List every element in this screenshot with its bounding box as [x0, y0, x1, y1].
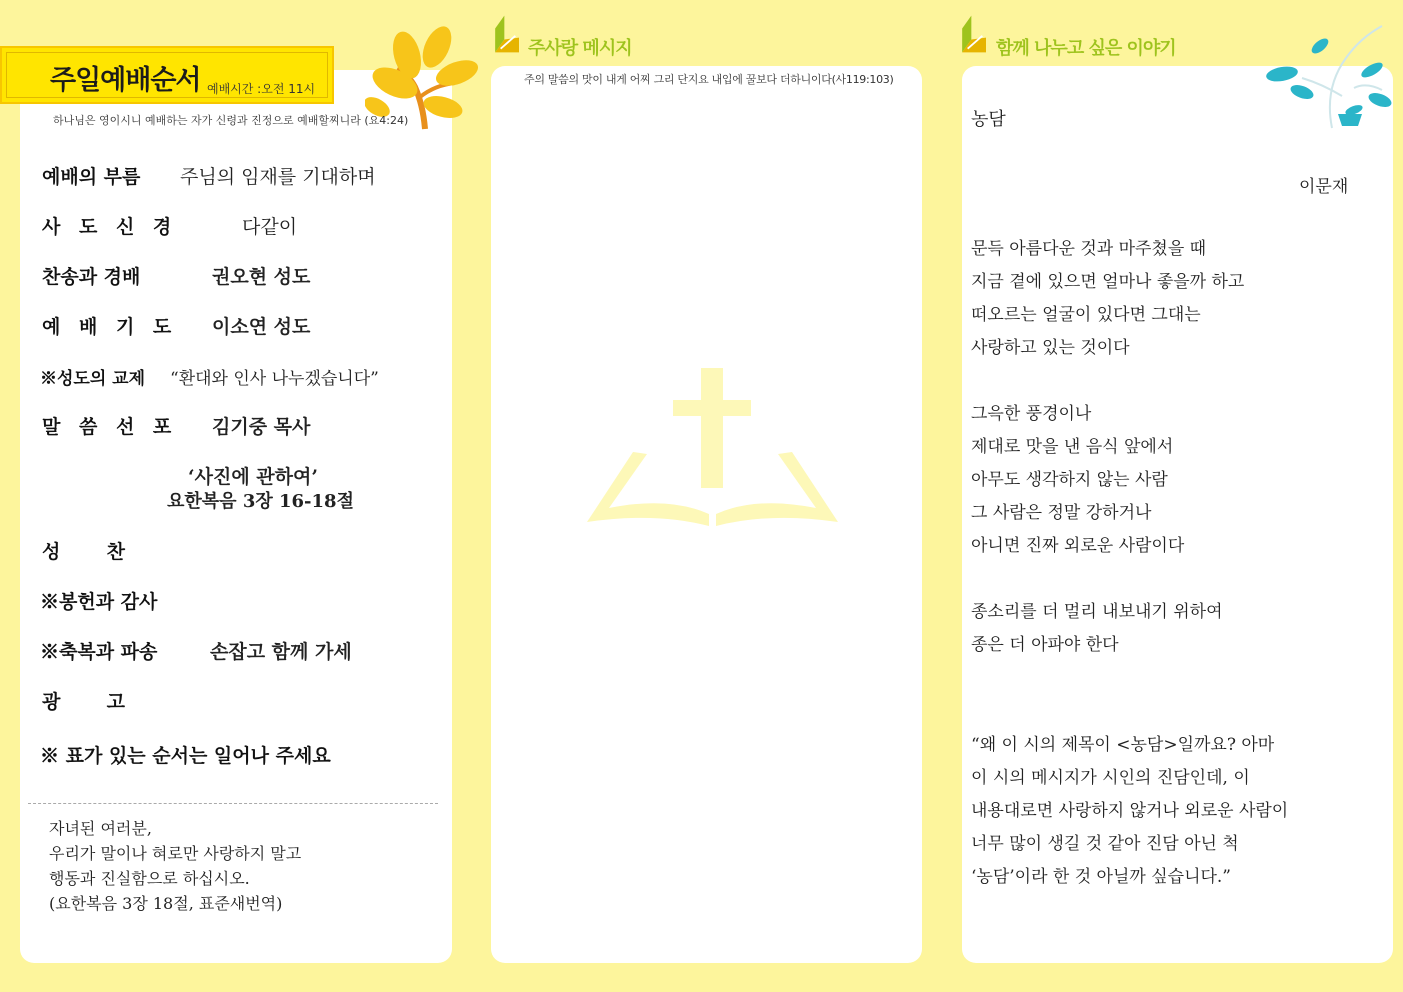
- section-heading-story: 함께 나누고 싶은 이야기: [996, 38, 1176, 59]
- divider: [28, 803, 438, 804]
- poem-commentary: “왜 이 시의 제목이 <농담>일까요? 아마 이 시의 메시지가 시인의 진담인데, 이 내용대로면 사랑하지 않거나 외로운 사람이 너무 많이 생길 것 같아 진담 아닌 척 ‘농담’이라 한 것 아닐까 싶습니다.”: [971, 735, 1289, 887]
- service-time: 예배시간 :오전 11시: [207, 82, 316, 96]
- order-label-sermon: 말 씀 선 포: [42, 416, 178, 438]
- order-label-praise: 찬송과 경배: [42, 266, 141, 288]
- teal-flower-ornament-icon: [1262, 18, 1398, 130]
- order-label-communion: 성 찬: [42, 541, 126, 563]
- poem-author: 이문재: [1299, 177, 1349, 197]
- order-label-offering: ※봉헌과 감사: [40, 591, 158, 613]
- standing-note: ※ 표가 있는 순서는 일어나 주세요: [40, 745, 331, 767]
- order-label-announcements: 광 고: [42, 691, 126, 713]
- book-heading-icon: [958, 12, 992, 56]
- order-label-creed: 사 도 신 경: [42, 216, 178, 238]
- order-value-creed: 다같이: [242, 216, 298, 238]
- order-value-sermon: 김기중 목사: [212, 416, 311, 438]
- order-label-prayer: 예 배 기 도: [42, 316, 178, 338]
- order-value-call: 주님의 임재를 기대하며: [180, 166, 376, 188]
- book-heading-icon: [491, 12, 525, 56]
- poem-body: 문득 아름다운 것과 마주쳤을 때 지금 곁에 있으면 얼마나 좋을까 하고 떠오르는 얼굴이 있다면 그대는 사랑하고 있는 것이다 그윽한 풍경이나 제대로 맛을 낸 음식 앞에서 아무도 생각하지 않는 사람 그 사람은 정말 강하거나 아니면 진짜 외로운 사람이다 종소리를 더 멀리 내보내기 위하여 종은 더 아파야 한다: [971, 239, 1245, 655]
- poem-title: 농담: [971, 109, 1006, 130]
- order-value-benediction: 손잡고 함께 가세: [210, 641, 352, 663]
- order-label-fellowship: ※성도의 교제: [40, 369, 146, 389]
- sermon-scripture: 요한복음 3장 16-18절: [167, 491, 354, 512]
- section-heading-message: 주사랑 메시지: [528, 38, 632, 59]
- order-value-prayer: 이소연 성도: [212, 316, 311, 338]
- message-verse: 주의 말씀의 맛이 내게 어찌 그리 단지요 내입에 꿀보다 더하니이다(사119:103): [524, 73, 894, 86]
- page-title: 주일예배순서: [50, 65, 201, 96]
- subtitle-verse: 하나님은 영이시니 예배하는 자가 신령과 진정으로 예배할찌니라 (요4:24): [53, 114, 409, 127]
- footer-verse: 자녀된 여러분, 우리가 말이나 혀로만 사랑하지 말고 행동과 진실함으로 하십시오. (요한복음 3장 18절, 표준새번역): [49, 819, 302, 913]
- sermon-title: ‘사진에 관하여’: [188, 466, 318, 488]
- order-value-fellowship: “환대와 인사 나누겠습니다”: [170, 369, 379, 389]
- order-value-praise: 권오현 성도: [212, 266, 311, 288]
- order-label-benediction: ※축복과 파송: [40, 641, 158, 663]
- order-label-call: 예배의 부름: [42, 166, 141, 188]
- cross-bible-watermark-icon: [585, 366, 840, 530]
